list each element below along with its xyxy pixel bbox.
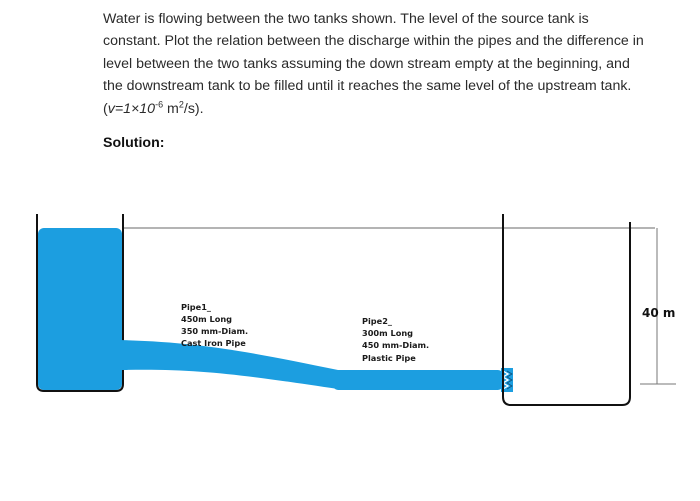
problem-text: Water is flowing between the two tanks shown. The level of the source tank is constant. Plot the relation between the discharge within the pipes and the difference in level between the two tanks assuming the down stream empty at the beginning, and the downstream tank to be filled until it reaches the same level of the upstream tank. ( [103, 11, 644, 117]
pipe-1-diameter: 350 mm-Diam. [181, 326, 249, 336]
pipe-1-label [181, 302, 248, 348]
viscosity-units-exponent: 2 [178, 98, 184, 109]
level-difference-label: 40 m [642, 306, 676, 320]
pipe-1-length: 450m Long [181, 314, 233, 324]
viscosity-value: =1×10 [114, 100, 156, 117]
pipe-1-name: Pipe1_ [181, 302, 212, 312]
pipe-2-material: Plastic Pipe [362, 353, 416, 363]
pipe-2-length: 300m Long [362, 328, 414, 338]
pipe-2 [333, 370, 503, 390]
pipe-2-label [362, 316, 429, 363]
viscosity-symbol: v [107, 100, 115, 117]
pipe-2-name: Pipe2_ [362, 316, 393, 326]
pipe-1-material: Cast Iron Pipe [181, 338, 246, 348]
downstream-tank [503, 214, 630, 405]
pipe-2-diameter: 450 mm-Diam. [362, 340, 430, 350]
solution-heading: Solution: [103, 135, 165, 151]
viscosity-units: m [163, 100, 179, 117]
upstream-tank-water [38, 228, 122, 390]
viscosity-exponent: -6 [155, 98, 164, 109]
problem-end: /s). [183, 100, 204, 117]
